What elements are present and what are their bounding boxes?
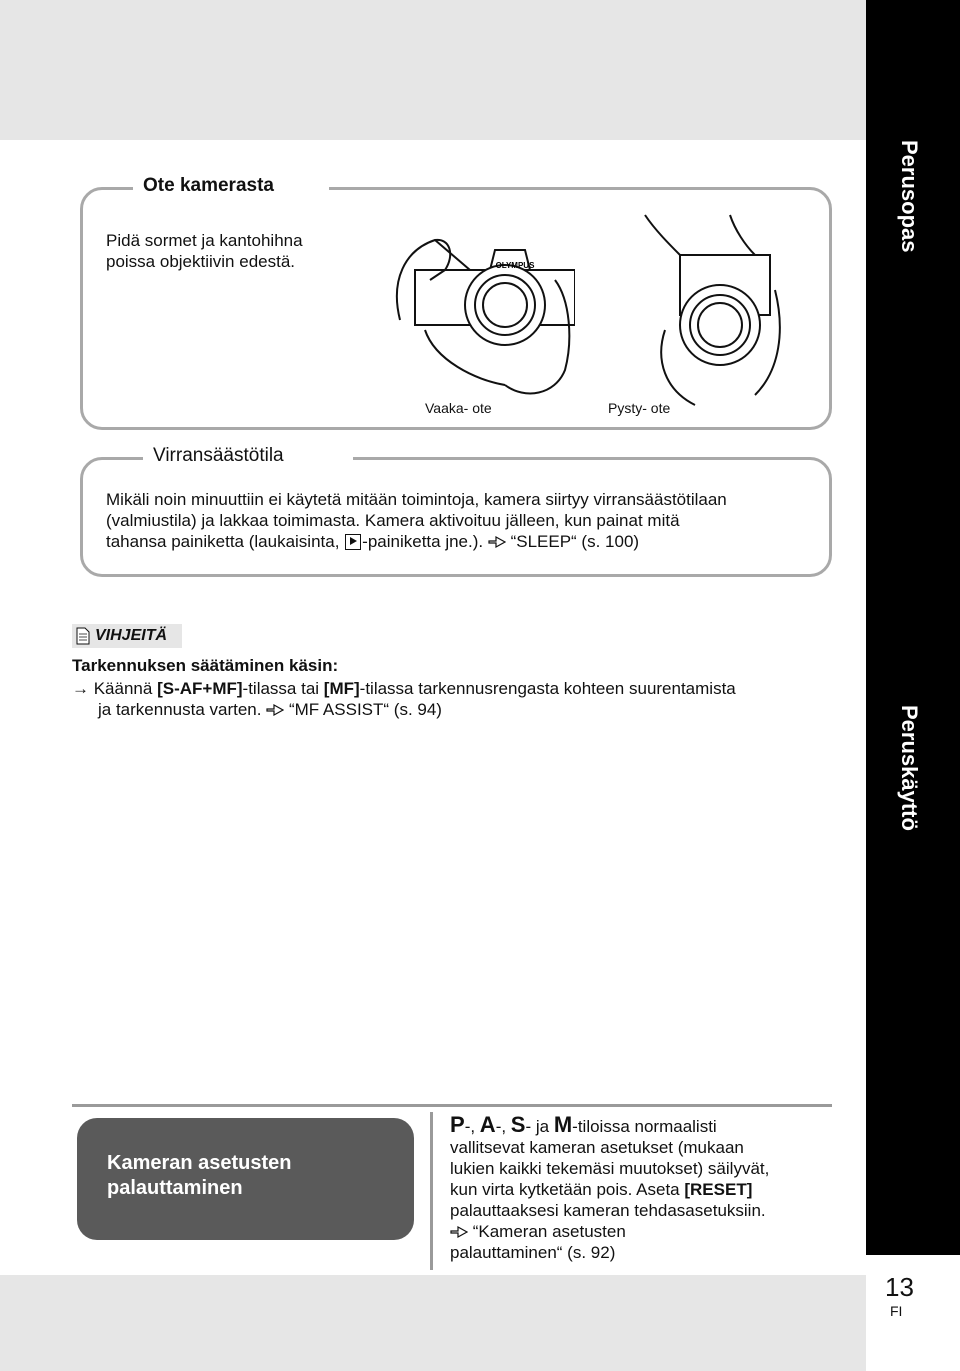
page-reference-icon — [488, 535, 506, 549]
tips-text-part: -tilassa tai — [242, 679, 324, 698]
reset-line-3: lukien kaikki tekemäsi muutokset) säilyvät, — [450, 1159, 770, 1178]
sleep-text — [106, 489, 727, 552]
sleep-text-line-3 — [106, 531, 727, 552]
reset-key: [RESET] — [684, 1180, 753, 1199]
sleep-text-line-1: Mikäli noin minuuttiin ei käytetä mitään toimintoja, kamera siirtyy virransäästötilaan — [106, 490, 727, 509]
tips-text-part: Käännä — [89, 679, 158, 698]
mode-s: S — [510, 1112, 526, 1137]
mode-a: A — [479, 1112, 496, 1137]
page-reference-icon — [450, 1225, 468, 1239]
mode-sa-mf: [S-AF+MF] — [157, 679, 243, 698]
reset-text-part: - ja — [525, 1117, 554, 1136]
sleep-box-title: Virransäästötila — [143, 445, 353, 467]
tips-body — [72, 678, 852, 720]
vertical-grip-illustration — [625, 210, 785, 410]
reset-vertical-divider — [430, 1112, 433, 1270]
reset-text-part: kun virta kytketään pois. Aseta — [450, 1180, 685, 1199]
mode-p: P — [450, 1112, 465, 1137]
reset-line-1 — [450, 1114, 850, 1137]
reset-text-part: -tiloissa normaalisti — [572, 1117, 717, 1136]
tips-text-part: ja tarkennusta varten. — [98, 700, 267, 719]
horizontal-grip-illustration — [395, 210, 575, 400]
reset-line-7: palauttaminen“ (s. 92) — [450, 1243, 616, 1262]
playback-button-icon — [345, 534, 361, 550]
camera-brand: OLYMPUS — [495, 261, 535, 270]
reset-text-part: -, — [464, 1117, 480, 1136]
sleep-text-line-2: (valmiustila) ja lakkaa toimimasta. Kamera aktivoituu jälleen, kun painat mitä — [106, 511, 680, 530]
reset-line-4 — [450, 1179, 850, 1200]
top-band — [0, 0, 866, 140]
tips-line-1 — [72, 678, 852, 699]
reset-heading-line: palauttaminen — [107, 1177, 243, 1199]
language-code: FI — [890, 1303, 903, 1319]
page-reference-icon — [266, 703, 284, 717]
side-tab-peruskaytto[interactable]: Peruskäyttö — [897, 705, 922, 831]
arrow-icon: → — [72, 679, 89, 698]
reset-line-2: vallitsevat kameran asetukset (mukaan — [450, 1138, 744, 1157]
grip-text — [106, 230, 303, 272]
reset-heading — [107, 1151, 292, 1201]
grip-text-line: poissa objektiivin edestä. — [106, 252, 296, 271]
sleep-text-part: “SLEEP“ (s. 100) — [505, 532, 640, 551]
sleep-text-part: tahansa painiketta (laukaisinta, — [106, 532, 345, 551]
tips-line-2 — [72, 699, 852, 720]
page-number: 13 — [885, 1272, 914, 1302]
caption-vertical-grip: Pysty- ote — [608, 400, 671, 416]
reset-divider — [72, 1104, 832, 1107]
reset-text-part: “Kameran asetusten — [468, 1222, 626, 1241]
mode-mf: [MF] — [323, 679, 360, 698]
tips-text-part: “MF ASSIST“ (s. 94) — [284, 700, 442, 719]
reset-heading-box — [77, 1118, 414, 1240]
tips-text-part: -tilassa tarkennusrengasta kohteen suurentamista — [359, 679, 736, 698]
reset-line-5: palauttaaksesi kameran tehdasasetuksiin. — [450, 1201, 766, 1220]
caption-horizontal-grip: Vaaka- ote — [425, 400, 492, 416]
reset-line-6 — [450, 1221, 850, 1242]
sleep-text-part: -painiketta jne.). — [362, 532, 488, 551]
right-side-bar — [866, 0, 960, 1255]
bottom-band — [0, 1275, 866, 1371]
reset-body — [450, 1114, 850, 1263]
reset-text-part: -, — [495, 1117, 511, 1136]
reset-heading-line: Kameran asetusten — [107, 1152, 292, 1174]
mode-m: M — [553, 1112, 573, 1137]
grip-box-title: Ote kamerasta — [133, 175, 329, 197]
grip-text-line: Pidä sormet ja kantohihna — [106, 231, 303, 250]
tips-heading: Tarkennuksen säätäminen käsin: — [72, 656, 339, 675]
memo-icon — [76, 627, 90, 645]
side-tab-perusopas[interactable]: Perusopas — [897, 140, 922, 253]
tips-label: VIHJEITÄ — [95, 627, 168, 644]
